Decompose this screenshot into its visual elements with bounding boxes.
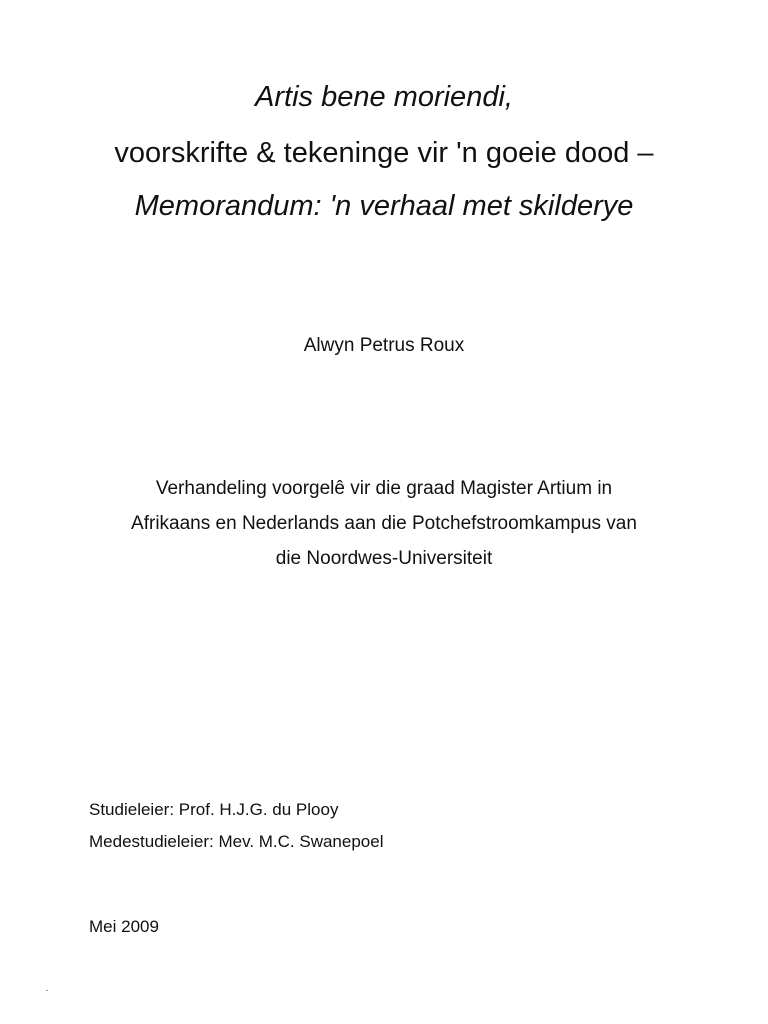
- description-line-3: die Noordwes-Universiteit: [275, 548, 493, 569]
- study-leader: Studieleier: Prof. H.J.G. du Plooy: [89, 800, 339, 819]
- title-line-3: Memorandum: 'n verhaal met skilderye: [134, 190, 634, 222]
- title-line-1: Artis bene moriendi,: [255, 81, 513, 113]
- description-line-1: Verhandeling voorgelê vir die graad Magister Artium in: [155, 478, 613, 499]
- co-study-leader: Medestudieleier: Mev. M.C. Swanepoel: [89, 832, 384, 851]
- title-line-2: voorskrifte & tekeninge vir 'n goeie dood –: [114, 137, 654, 169]
- submission-date: Mei 2009: [89, 917, 159, 936]
- author-name: Alwyn Petrus Roux: [303, 335, 465, 356]
- description-line-2: Afrikaans en Nederlands aan die Potchefstroomkampus van: [131, 513, 637, 534]
- scan-speck: [46, 990, 48, 991]
